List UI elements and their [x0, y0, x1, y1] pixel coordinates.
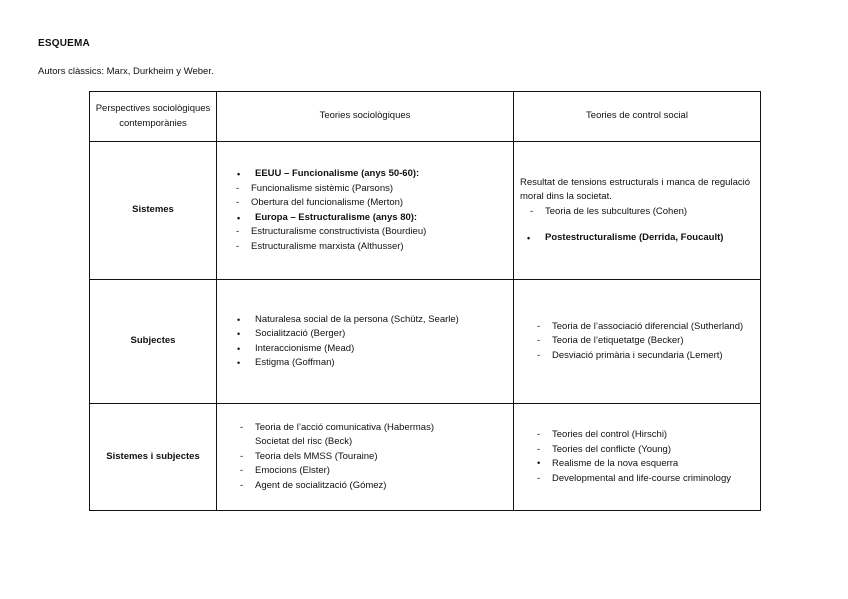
list-item: • Estigma (Goffman) — [237, 357, 335, 368]
table-row — [90, 280, 761, 404]
row-label: Sistemes — [90, 142, 217, 280]
list-item: - Agent de socialització (Gómez) — [240, 479, 387, 491]
table-row — [90, 142, 761, 280]
header-perspectives: Perspectives sociològiques contemporànies — [90, 92, 217, 142]
control-cell — [514, 142, 761, 280]
list-item: • Interaccionisme (Mead) — [237, 342, 355, 354]
theories-cell — [217, 280, 514, 404]
list-item: Societat del risc (Beck) — [255, 436, 353, 448]
list-item: - Emocions (Elster) — [240, 465, 330, 477]
control-intro: Resultat de tensions estructurals i manca de regulació moral dins la societat. — [520, 176, 750, 202]
header-sociological-theories: Teories sociològiques — [217, 92, 514, 142]
theories-cell — [217, 142, 514, 280]
document-title: ESQUEMA — [38, 38, 90, 49]
control-cell — [514, 404, 761, 511]
list-item: • Europa – Estructuralisme (anys 80): — [237, 211, 418, 223]
list-item: - Funcionalisme sistèmic (Parsons) — [236, 182, 394, 194]
header-social-control-theories: Teories de control social — [514, 92, 761, 142]
list-item: - Teoria de l’acció comunicativa (Habermas) — [240, 421, 434, 433]
list-item: • Socialització (Berger) — [237, 328, 346, 339]
list-item: - Teories del control (Hirschi) — [537, 429, 668, 440]
row-label: Subjectes — [90, 280, 217, 404]
theories-cell — [217, 404, 514, 511]
list-item: - Estructuralisme marxista (Althusser) — [236, 240, 404, 252]
list-item: • Realisme de la nova esquerra — [537, 458, 679, 469]
document-subtitle: Autors clàssics: Marx, Durkheim y Weber. — [38, 66, 214, 77]
list-item: - Developmental and life-course criminology — [537, 472, 732, 484]
list-item: - Teoria de l’etiquetatge (Becker) — [537, 335, 684, 347]
list-item: - Desviació primària i secundaria (Lemert) — [537, 349, 723, 361]
list-item: - Teoria de les subcultures (Cohen) — [530, 205, 688, 217]
list-item: • Naturalesa social de la persona (Schütz, Searle) — [237, 313, 459, 325]
list-item: • EEUU – Funcionalisme (anys 50-60): — [237, 168, 420, 179]
list-item: - Obertura del funcionalisme (Merton) — [236, 197, 404, 208]
list-item: • Postestructuralisme (Derrida, Foucault) — [527, 232, 724, 243]
control-cell — [514, 280, 761, 404]
table-row — [90, 404, 761, 511]
list-item: - Teoria de l’associació diferencial (Sutherland) — [537, 320, 744, 332]
table-header-row — [90, 92, 761, 142]
list-item: - Teoria dels MMSS (Touraine) — [240, 450, 378, 462]
row-label: Sistemes i subjectes — [90, 404, 217, 511]
list-item: - Teories del conflicte (Young) — [537, 443, 671, 455]
list-item: - Estructuralisme constructivista (Bourdieu) — [236, 226, 427, 237]
scheme-table — [89, 91, 761, 511]
